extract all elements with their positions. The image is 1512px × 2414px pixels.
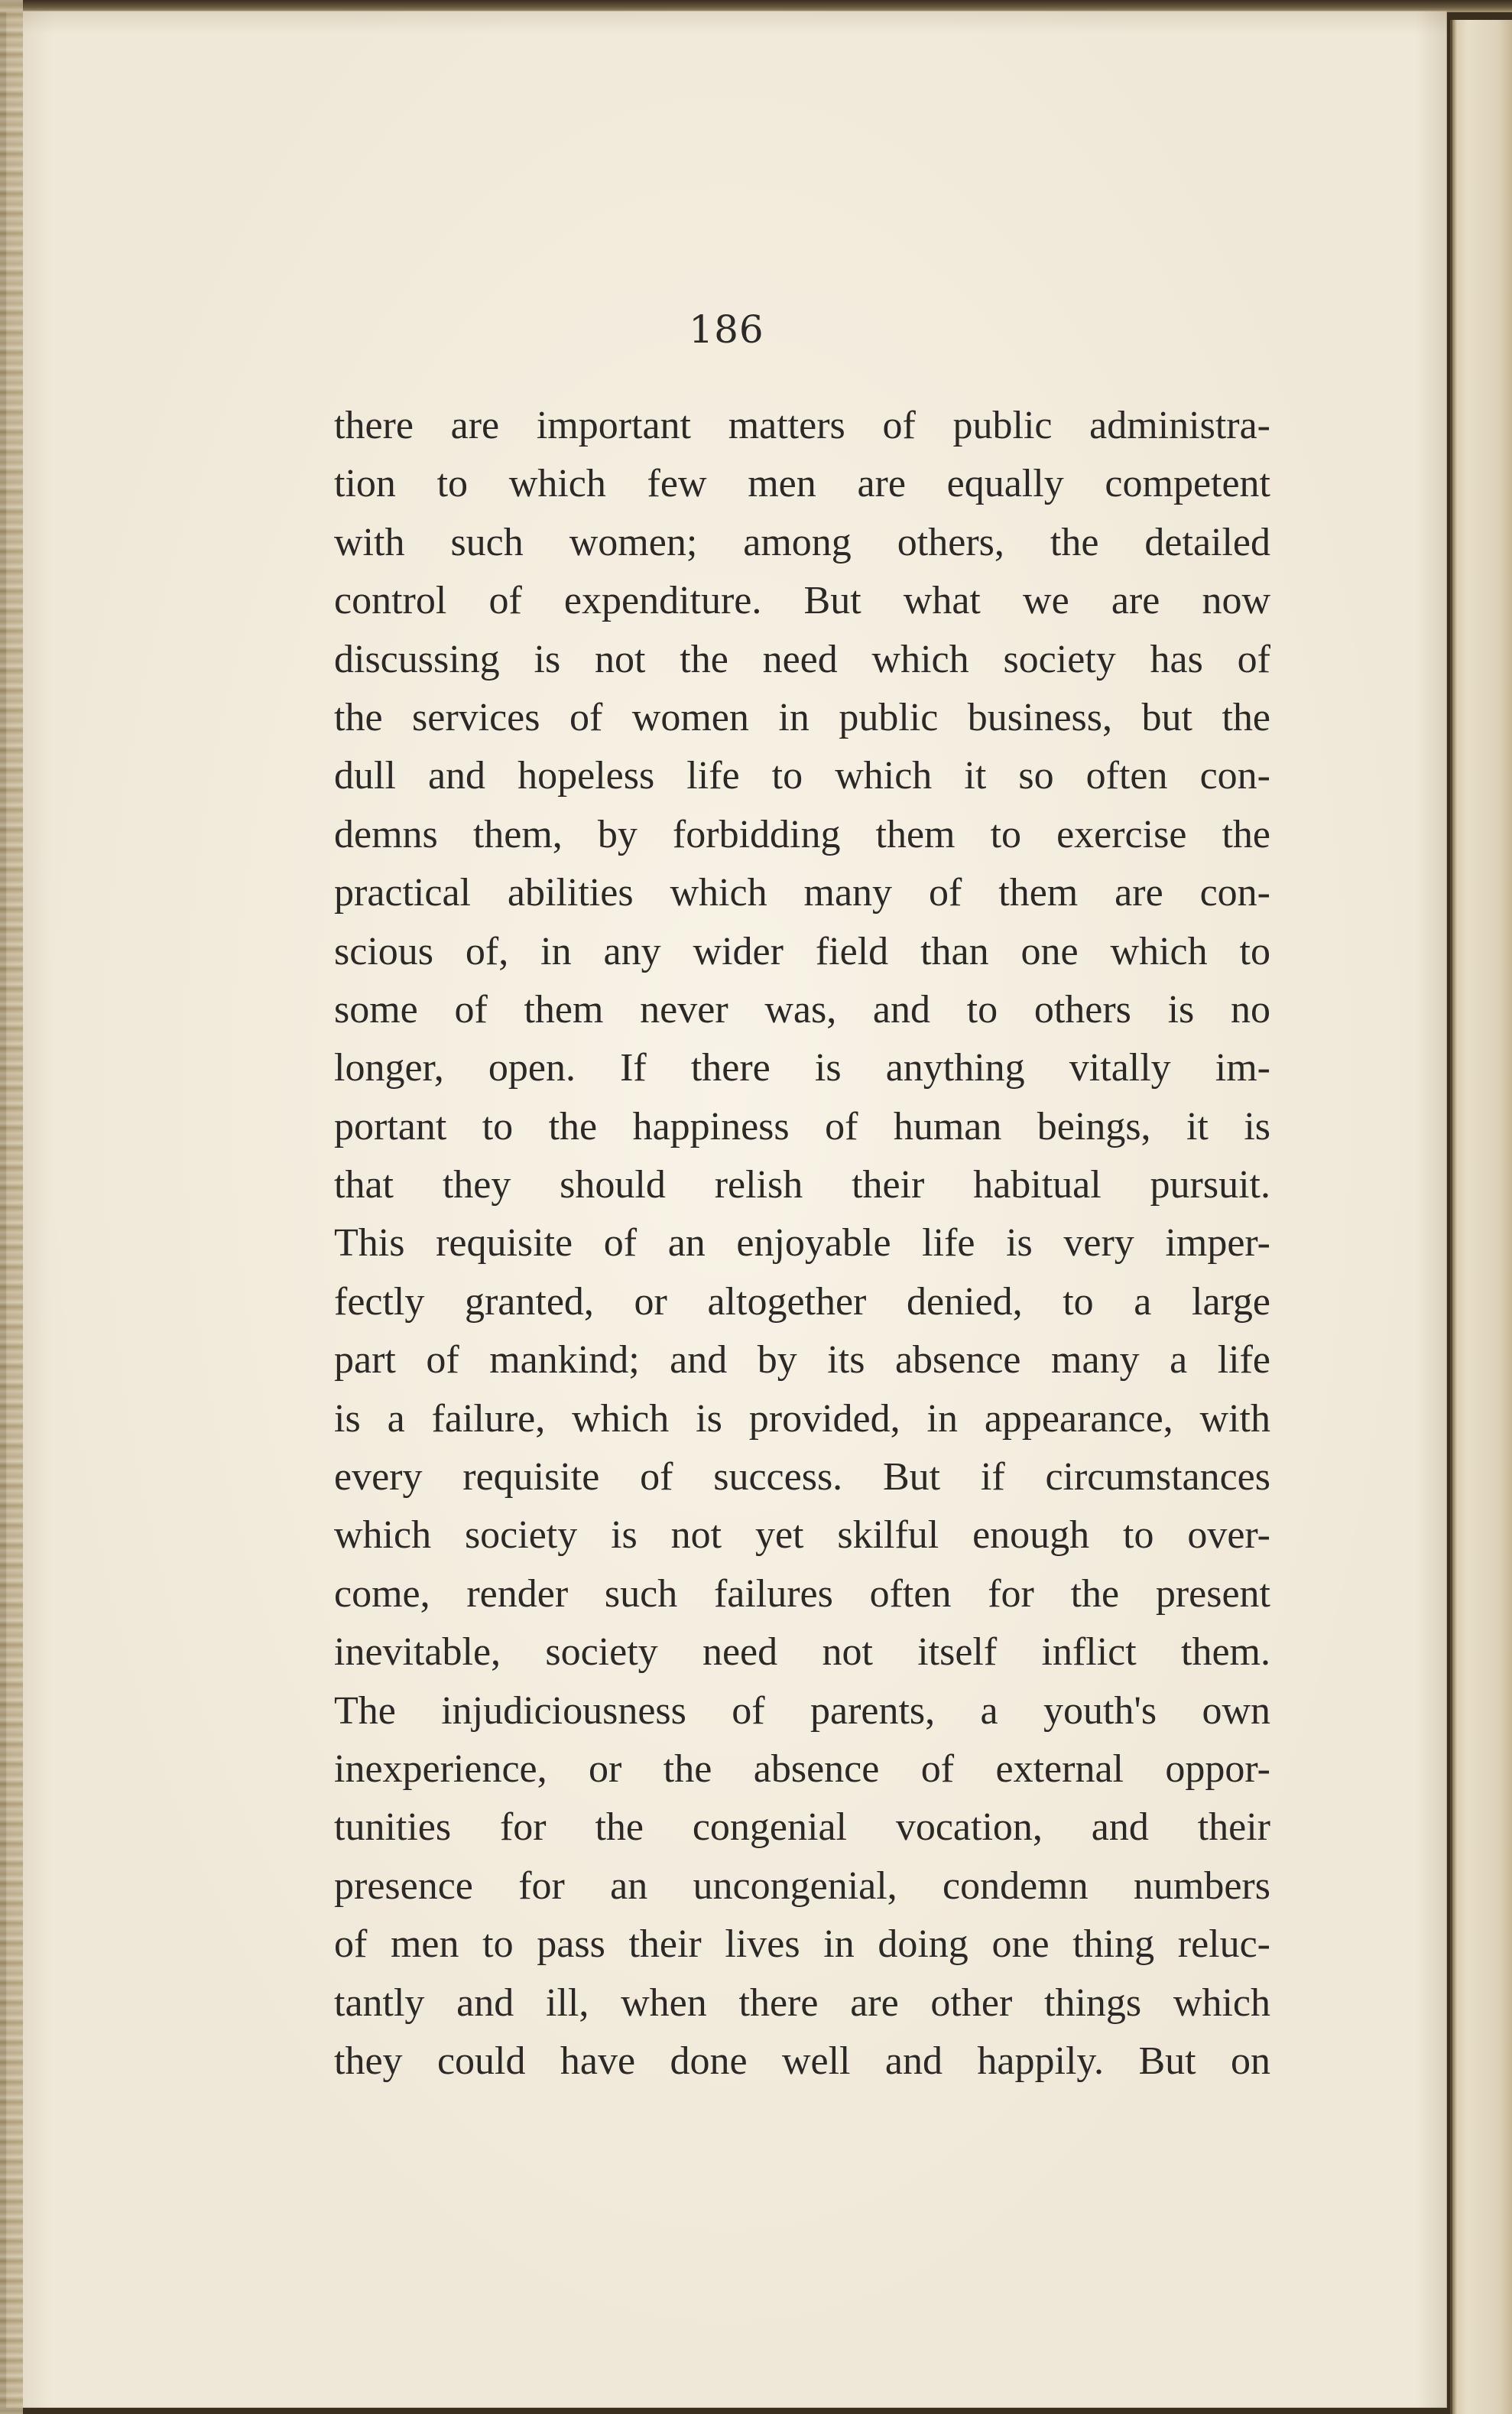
- text-line: the services of women in public business, but the: [334, 695, 1270, 739]
- text-line: tantly and ill, when there are other things which: [334, 1980, 1270, 2025]
- text-line: tunities for the congenial vocation, and their: [334, 1805, 1270, 1850]
- text-line: demns them, by forbidding them to exercise the: [334, 812, 1270, 856]
- text-line: control of expenditure. But what we are now: [334, 579, 1270, 623]
- text-line: is a failure, which is provided, in appearance, with: [334, 1396, 1270, 1441]
- page-sheet: [6, 11, 1447, 2408]
- text-line: The injudiciousness of parents, a youth's own: [334, 1688, 1270, 1733]
- text-line: inevitable, society need not itself inflict them.: [334, 1630, 1270, 1675]
- text-line: come, render such failures often for the present: [334, 1571, 1270, 1616]
- text-line: longer, open. If there is anything vitally im-: [334, 1046, 1270, 1090]
- page-number: 186: [689, 307, 764, 352]
- text-line: dull and hopeless life to which it so often con-: [334, 754, 1270, 798]
- text-line: inexperience, or the absence of external oppor-: [334, 1746, 1270, 1791]
- text-line: discussing is not the need which society has of: [334, 637, 1270, 681]
- text-line: every requisite of success. But if circumstances: [334, 1455, 1270, 1499]
- text-line: fectly granted, or altogether denied, to a large: [334, 1279, 1270, 1324]
- text-line: there are important matters of public administra-: [334, 404, 1270, 447]
- text-line: presence for an uncongenial, condemn numbers: [334, 1863, 1270, 1908]
- text-line: This requisite of an enjoyable life is very imper-: [334, 1221, 1270, 1265]
- text-line: that they should relish their habitual pursuit.: [334, 1163, 1270, 1207]
- text-line: portant to the happiness of human beings, it is: [334, 1104, 1270, 1149]
- text-line: part of mankind; and by its absence many a life: [334, 1338, 1270, 1382]
- text-line: with such women; among others, the detailed: [334, 520, 1270, 564]
- text-line: some of them never was, and to others is no: [334, 987, 1270, 1032]
- text-line: which society is not yet skilful enough to over-: [334, 1513, 1270, 1558]
- body-text: [334, 397, 1270, 2091]
- next-page-edge: [1450, 20, 1512, 2414]
- text-line: they could have done well and happily. But on: [334, 2039, 1270, 2083]
- binding-edge: [0, 0, 23, 2414]
- text-line: tion to which few men are equally competent: [334, 462, 1270, 506]
- text-line: practical abilities which many of them are con-: [334, 871, 1270, 915]
- text-line: of men to pass their lives in doing one thing reluc-: [334, 1922, 1270, 1967]
- text-line: scious of, in any wider field than one which to: [334, 929, 1270, 973]
